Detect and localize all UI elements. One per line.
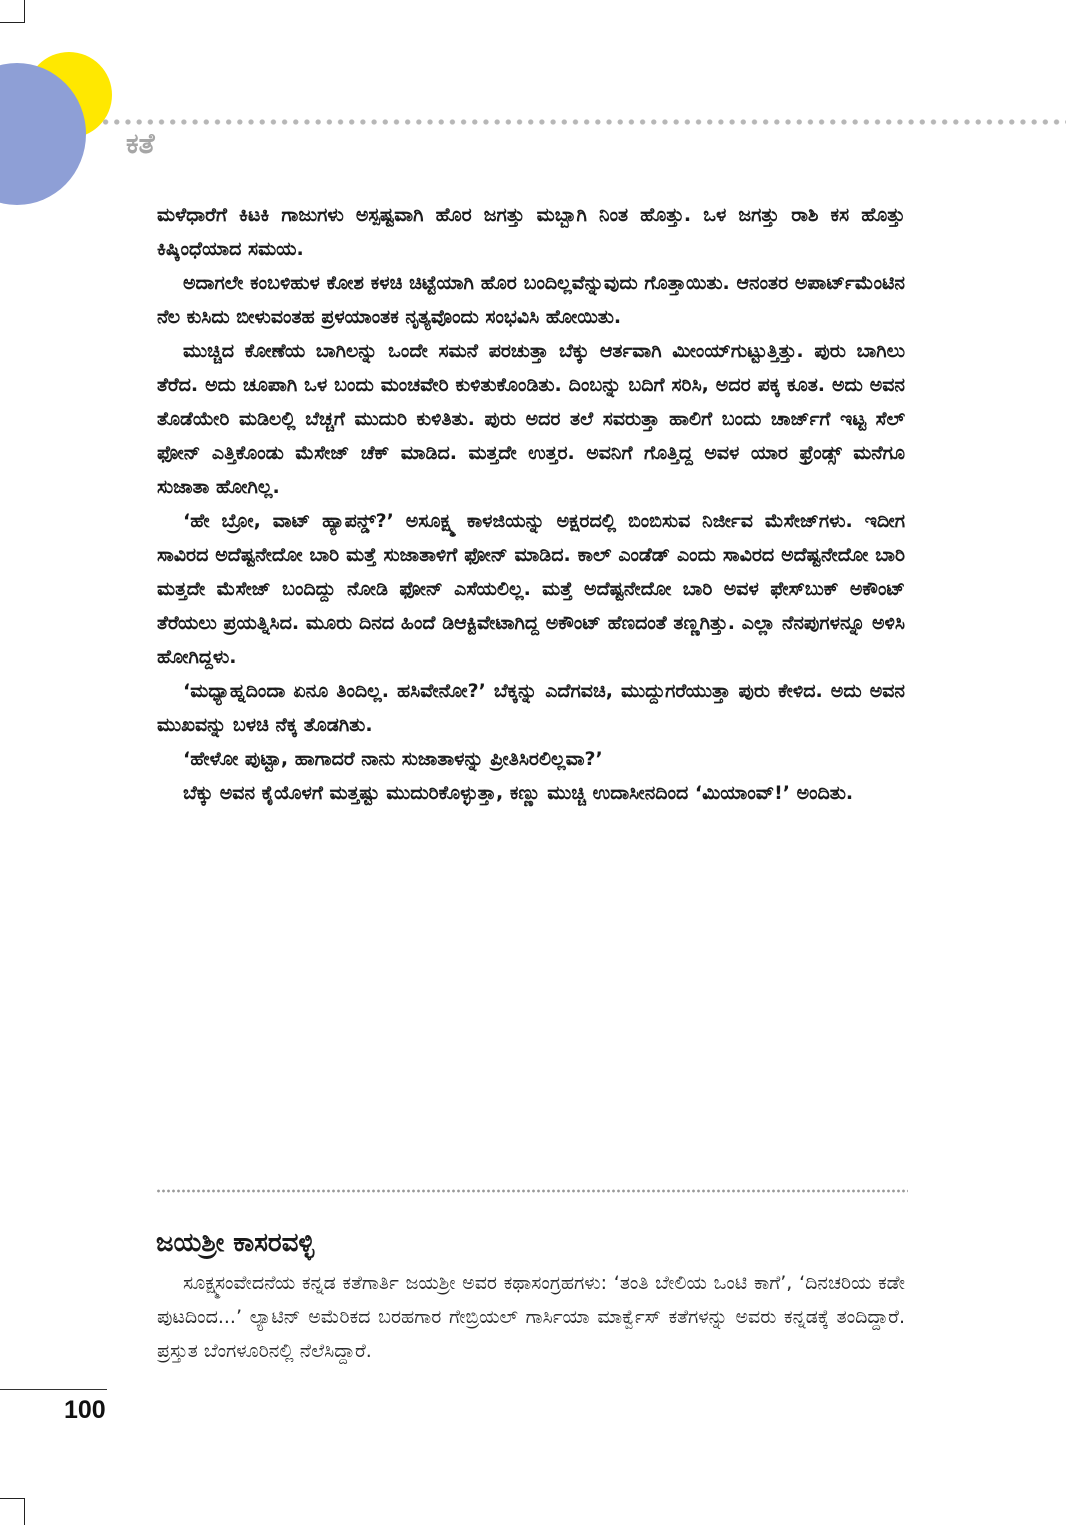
crop-mark-top-vertical	[24, 0, 25, 22]
crop-mark-bottom-vertical	[24, 1498, 25, 1525]
story-paragraph: ಅದಾಗಲೇ ಕಂಬಳಿಹುಳ ಕೋಶ ಕಳಚಿ ಚಿಟ್ಟೆಯಾಗಿ ಹೊರ ಬಂದಿಲ್ಲವೆನ್ನುವುದು ಗೊತ್ತಾಯಿತು. ಆನಂತರ ಅಪಾರ್ಟ್‌ಮೆಂಟಿನ ನೆಲ ಕುಸಿದು ಬೀಳುವಂತಹ ಪ್ರಳಯಾಂತಕ ನೃತ್ಯವೊಂದು ಸಂಭವಿಸಿ ಹೋಯಿತು.	[157, 272, 905, 328]
author-separator	[156, 1189, 908, 1193]
section-tag: ಕತೆ	[126, 127, 155, 160]
story-body	[157, 198, 905, 810]
page-number: 100	[64, 1396, 106, 1424]
author-bio	[157, 1266, 905, 1368]
story-paragraph: ಮಳೆಧಾರೆಗೆ ಕಿಟಕಿ ಗಾಜುಗಳು ಅಸ್ಪಷ್ಟವಾಗಿ ಹೊರ ಜಗತ್ತು ಮಬ್ಬಾಗಿ ನಿಂತ ಹೊತ್ತು. ಒಳ ಜಗತ್ತು ರಾಶಿ ಕಸ ಹೊತ್ತು ಕಿಷ್ಕಿಂಧೆಯಾದ ಸಮಯ.	[157, 204, 905, 260]
author-name: ಜಯಶ್ರೀ ಕಾಸರವಳ್ಳಿ	[156, 1228, 315, 1258]
story-paragraph: ‘ಹೇ ಬ್ರೋ, ವಾಟ್ ಹ್ಯಾಪನ್ಡ್?’ ಅಸೂಕ್ಷ್ಮ ಕಾಳಜಿಯನ್ನು ಅಕ್ಷರದಲ್ಲಿ ಬಿಂಬಿಸುವ ನಿರ್ಜೀವ ಮೆಸೇಜ್‌ಗಳು. ಇದೀಗ ಸಾವಿರದ ಅದೆಷ್ಟನೇದೋ ಬಾರಿ ಮತ್ತೆ ಸುಜಾತಾಳಿಗೆ ಫೋನ್ ಮಾಡಿದ. ಕಾಲ್ ಎಂಡೆಡ್ ಎಂದು ಸಾವಿರದ ಅದೆಷ್ಟನೇದೋ ಬಾರಿ ಮತ್ತದೇ ಮೆಸೇಜ್ ಬಂದಿದ್ದು ನೋಡಿ ಫೋನ್ ಎಸೆಯಲಿಲ್ಲ. ಮತ್ತೆ ಅದೆಷ್ಟನೇದೋ ಬಾರಿ ಅವಳ ಫೇಸ್‌ಬುಕ್ ಅಕೌಂಟ್ ತೆರೆಯಲು ಪ್ರಯತ್ನಿಸಿದ. ಮೂರು ದಿನದ ಹಿಂದೆ ಡಿಆಕ್ಟಿವೇಟಾಗಿದ್ದ ಅಕೌಂಟ್ ಹೆಣದಂತೆ ತಣ್ಣಗಿತ್ತು. ಎಲ್ಲಾ ನೆನಪುಗಳನ್ನೂ ಅಳಿಸಿ ಹೋಗಿದ್ದಳು.	[157, 510, 905, 668]
story-paragraph: ಮುಚ್ಚಿದ ಕೋಣೆಯ ಬಾಗಿಲನ್ನು ಒಂದೇ ಸಮನೆ ಪರಚುತ್ತಾ ಬೆಕ್ಕು ಆರ್ತವಾಗಿ ಮೀಂಯ್‌ಗುಟ್ಟುತ್ತಿತ್ತು. ಪುರು ಬಾಗಿಲು ತೆರೆದ. ಅದು ಚೂಪಾಗಿ ಒಳ ಬಂದು ಮಂಚವೇರಿ ಕುಳಿತುಕೊಂಡಿತು. ದಿಂಬನ್ನು ಬದಿಗೆ ಸರಿಸಿ, ಅದರ ಪಕ್ಕ ಕೂತ. ಅದು ಅವನ ತೊಡೆಯೇರಿ ಮಡಿಲಲ್ಲಿ ಬೆಚ್ಚಗೆ ಮುದುರಿ ಕುಳಿತಿತು. ಪುರು ಅದರ ತಲೆ ಸವರುತ್ತಾ ಹಾಲಿಗೆ ಬಂದು ಚಾರ್ಜ್‌ಗೆ ಇಟ್ಟ ಸೆಲ್ ಫೋನ್ ಎತ್ತಿಕೊಂಡು ಮೆಸೇಜ್ ಚೆಕ್ ಮಾಡಿದ. ಮತ್ತದೇ ಉತ್ತರ. ಅವನಿಗೆ ಗೊತ್ತಿದ್ದ ಅವಳ ಯಾರ ಫ್ರೆಂಡ್ಸ್ ಮನೆಗೂ ಸುಜಾತಾ ಹೋಗಿಲ್ಲ.	[157, 340, 905, 498]
author-bio-text: ಸೂಕ್ಷ್ಮಸಂವೇದನೆಯ ಕನ್ನಡ ಕತೆಗಾರ್ತಿ ಜಯಶ್ರೀ ಅವರ ಕಥಾಸಂಗ್ರಹಗಳು: ‘ತಂತಿ ಬೇಲಿಯ ಒಂಟಿ ಕಾಗೆ’, ‘ದಿನಚರಿಯ ಕಡೇ ಪುಟದಿಂದ...’ ಲ್ಯಾಟಿನ್ ಅಮೆರಿಕದ ಬರಹಗಾರ ಗೇಬ್ರಿಯಲ್ ಗಾರ್ಸಿಯಾ ಮಾರ್ಕ್ವೆಸ್ ಕತೆಗಳನ್ನು ಅವರು ಕನ್ನಡಕ್ಕೆ ತಂದಿದ್ದಾರೆ. ಪ್ರಸ್ತುತ ಬೆಂಗಳೂರಿನಲ್ಲಿ ನೆಲೆಸಿದ್ದಾರೆ.	[157, 1272, 905, 1362]
story-paragraph: ಬೆಕ್ಕು ಅವನ ಕೈಯೊಳಗೆ ಮತ್ತಷ್ಟು ಮುದುರಿಕೊಳ್ಳುತ್ತಾ, ಕಣ್ಣು ಮುಚ್ಚಿ ಉದಾಸೀನದಿಂದ ‘ಮಿಯಾಂವ್!’ ಅಂದಿತು.	[183, 782, 854, 804]
story-paragraph: ‘ಮಧ್ಯಾಹ್ನದಿಂದಾ ಏನೂ ತಿಂದಿಲ್ಲ. ಹಸಿವೇನೋ?’ ಬೆಕ್ಕನ್ನು ಎದೆಗವಚಿ, ಮುದ್ದುಗರೆಯುತ್ತಾ ಪುರು ಕೇಳಿದ. ಅದು ಅವನ ಮುಖವನ್ನು ಬಳಚಿ ನೆಕ್ಕ ತೊಡಗಿತು.	[157, 680, 905, 736]
crop-mark-bottom-horizontal	[0, 1498, 25, 1499]
story-paragraph: ‘ಹೇಳೋ ಪುಟ್ಟಾ, ಹಾಗಾದರೆ ನಾನು ಸುಜಾತಾಳನ್ನು ಪ್ರೀತಿಸಿರಲಿಲ್ಲವಾ?’	[183, 748, 603, 770]
page-number-rule	[0, 1389, 107, 1390]
crop-mark-top-horizontal	[0, 22, 25, 23]
header-dotted-rule	[100, 118, 1066, 126]
